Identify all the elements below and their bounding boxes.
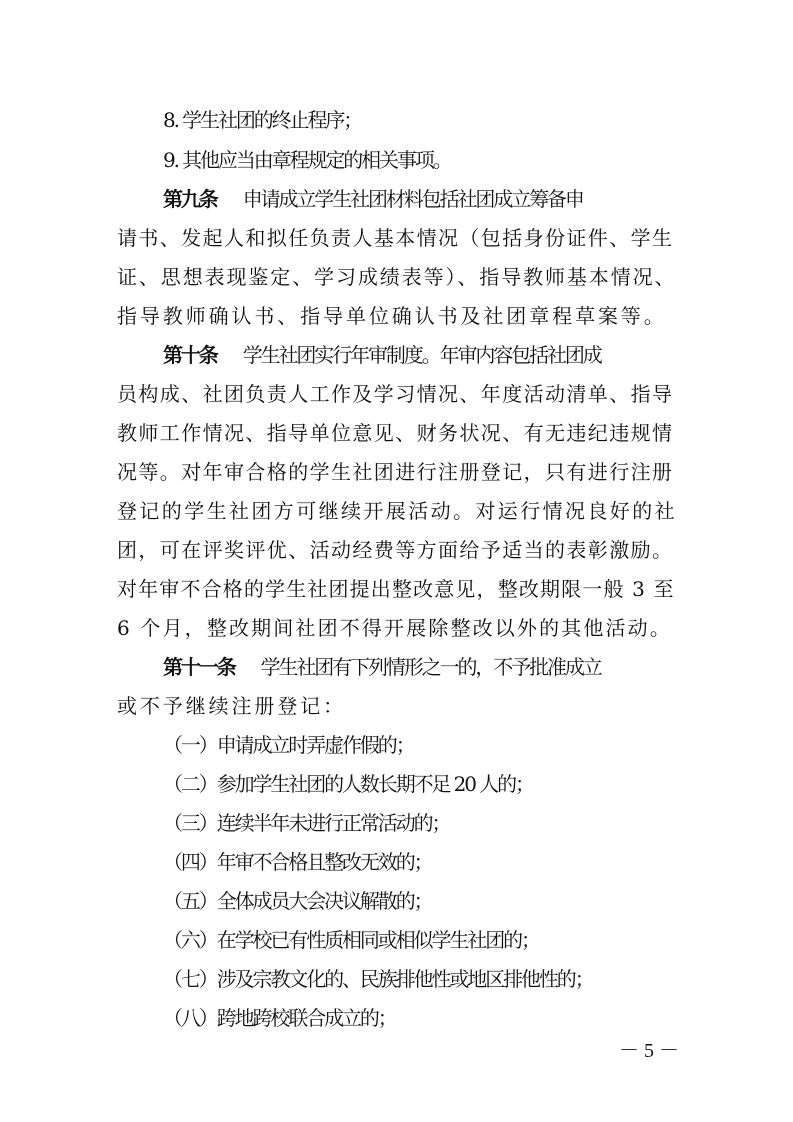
article-10-line: 登记的学生社团方可继续开展活动。对运行情况良好的社 [117,499,677,523]
list-item: （八）跨地跨校联合成立的； [163,1006,396,1030]
list-item: （六）在学校已有性质相同或相似学生社团的； [163,928,539,952]
article-9-title: 第九条 [163,187,217,211]
list-item: （四）年审不合格且整改无效的； [163,850,432,874]
list-item: （五）全体成员大会决议解散的； [163,889,432,913]
page-number: － 5 － [619,1040,679,1062]
article-9-text: 申请成立学生社团材料包括社团成立筹备申 [242,187,583,211]
article-9-line: 证、思想表现鉴定、学习成绩表等）、指导教师基本情况、 [117,265,677,289]
article-9-line [163,186,723,212]
article-10-line: 6 个月，整改期间社团不得开展除整改以外的其他活动。 [117,616,672,640]
article-10-title: 第十条 [163,343,217,367]
article-11-title: 第十一条 [163,655,235,679]
list-item: （三）连续半年未进行正常活动的； [163,811,450,835]
article-10-line: 况等。对年审合格的学生社团进行注册登记，只有进行注册 [117,460,674,484]
article-10-line: 团，可在评奖评优、活动经费等方面给予适当的表彰激励。 [117,538,674,562]
article-10-line: 员构成、社团负责人工作及学习情况、年度活动清单、指导 [117,382,674,406]
article-11-line [163,654,723,680]
article-9-line: 请书、发起人和拟任负责人基本情况（包括身份证件、学生 [117,226,674,250]
article-11-line: 或不予继续注册登记： [117,694,346,718]
list-item: （二）参加学生社团的人数长期不足 20 人的； [163,772,533,796]
article-10-line [163,342,723,368]
article-10-text: 学生社团实行年审制度。年审内容包括社团成 [242,343,601,367]
article-10-line: 教师工作情况、指导单位意见、财务状况、有无违纪违规情 [117,421,674,445]
article-9-line: 指导教师确认书、指导单位确认书及社团章程草案等。 [117,304,667,328]
list-item: （七）涉及宗教文化的、民族排他性或地区排他性的； [163,967,593,991]
article-10-line: 对年审不合格的学生社团提出整改意见，整改期限一般 3 至 [117,577,675,601]
list-item: 9. 其他应当由章程规定的相关事项。 [163,148,451,172]
article-11-text: 学生社团有下列情形之一的，不予批准成立 [260,655,601,679]
list-item: 8. 学生社团的终止程序； [163,108,362,132]
list-item: （一）申请成立时弄虚作假的； [163,733,414,757]
